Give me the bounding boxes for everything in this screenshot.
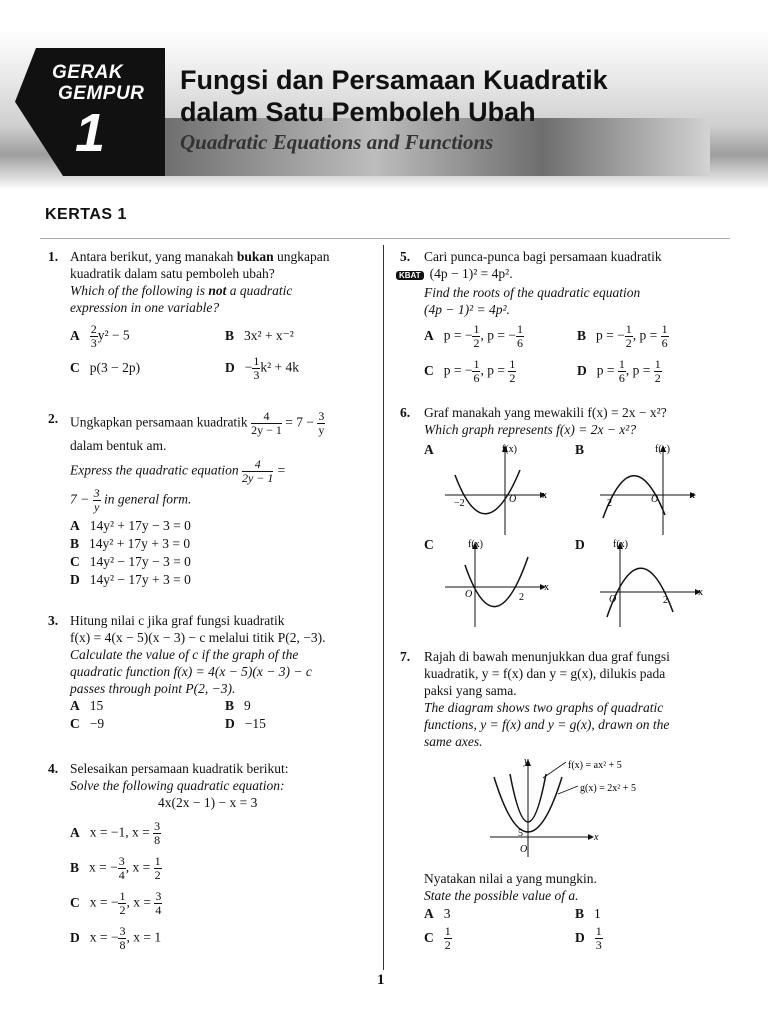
svg-text:f(x): f(x) (468, 539, 483, 550)
svg-text:2: 2 (519, 592, 524, 603)
q4-en-line1: Solve the following quadratic equation: (70, 778, 285, 793)
column-divider (383, 245, 384, 970)
chapter-title-line2: dalam Satu Pemboleh Ubah (180, 97, 536, 127)
q3-option-a[interactable]: A 15 (70, 698, 104, 713)
q2-ms-line2: dalam bentuk am. (70, 438, 167, 453)
q7-ms-line3: paksi yang sama. (424, 683, 517, 698)
q4-option-b[interactable]: B x = − $\frac{3}{4}$ , x = $\frac{1}{2}$ (70, 854, 161, 882)
q3-en-line3: passes through point P(2, −3). (70, 681, 236, 696)
svg-text:2: 2 (607, 498, 612, 509)
q7-label-f: f(x) = ax² + 5 (568, 760, 622, 771)
q7-option-b[interactable]: B 1 (575, 906, 601, 921)
q1-ms-line1: Antara berikut, yang manakah bukan ungkapan (70, 249, 330, 264)
q4-option-d[interactable]: D x = − $\frac{3}{8}$ , x = 1 (70, 924, 162, 952)
question-5: 5. Cari punca-punca bagi persamaan kuadratik KBAT (4p − 1)² = 4p². Find the roots of the quadratic equation (4p − 1)² = 4p². (400, 248, 725, 318)
chapter-title-line1: Fungsi dan Persamaan Kuadratik (180, 65, 608, 95)
q7-ms-line2: kuadratik, y = f(x) dan y = g(x), dilukis pada (424, 666, 666, 681)
question-6: 6. Graf manakah yang mewakili f(x) = 2x − x²? Which graph represents f(x) = 2x − x²? (400, 404, 725, 438)
q7-en-state: State the possible value of a. (424, 888, 579, 903)
chapter-subtitle: Quadratic Equations and Functions (180, 130, 494, 154)
q7-ask (424, 870, 597, 904)
q4-option-c[interactable]: C x = − $\frac{1}{2}$ , x = $\frac{3}{4}$ (70, 889, 162, 917)
svg-text:−2: −2 (454, 498, 465, 509)
q6-option-c-label[interactable]: C (424, 537, 434, 552)
q5-option-c[interactable]: C p = − $\frac{1}{6}$ , p = $\frac{1}{2}$ (424, 357, 516, 385)
q2-option-a[interactable]: A 14y² + 17y − 3 = 0 (70, 518, 191, 533)
kbat-badge: KBAT (396, 271, 424, 280)
badge-line2: GEMPUR (58, 83, 145, 104)
q2-option-c[interactable]: C 14y² − 17y − 3 = 0 (70, 554, 191, 569)
q6-option-a-label[interactable]: A (424, 442, 434, 457)
svg-text:x: x (544, 582, 549, 593)
q1-en-line2: expression in one variable? (70, 300, 220, 315)
q2-en-line1: Express the quadratic equation $\frac{4}{2y - 1}$ = (70, 457, 286, 485)
q5-option-a[interactable]: A p = − $\frac{1}{2}$ , p = − $\frac{1}{6}$ (424, 322, 523, 350)
svg-text:O: O (651, 494, 659, 505)
q1-option-b[interactable]: B 3x² + x⁻² (225, 328, 294, 343)
q6-graph-c[interactable] (440, 537, 555, 632)
q4-ms-line1: Selesaikan persamaan kuadratik berikut: (70, 761, 289, 776)
q5-en-line1: Find the roots of the quadratic equation (424, 285, 641, 300)
q4-option-a[interactable]: A x = −1, x = $\frac{3}{8}$ (70, 819, 161, 847)
svg-text:5: 5 (518, 828, 523, 839)
q7-en-line1: The diagram shows two graphs of quadratic (424, 700, 664, 715)
svg-text:y: y (524, 756, 529, 767)
q3-ms-line1: Hitung nilai c jika graf fungsi kuadratik (70, 613, 285, 628)
q6-en-line1: Which graph represents f(x) = 2x − x²? (424, 422, 637, 437)
q6-option-d-label[interactable]: D (575, 537, 585, 552)
page-number: 1 (377, 972, 385, 988)
q6-graph-b[interactable] (595, 440, 710, 540)
question-1 (48, 248, 373, 316)
q6-graph-d[interactable] (595, 537, 710, 632)
q7-option-a[interactable]: A 3 (424, 906, 451, 921)
badge-number: 1 (75, 103, 106, 163)
q7-diagram (480, 752, 695, 864)
question-4: 4. Selesaikan persamaan kuadratik berikut: Solve the following quadratic equation: 4x(2x − 1) − x = 3 (48, 760, 373, 811)
question-3: 3. Hitung nilai c jika graf fungsi kuadratik f(x) = 4(x − 5)(x − 3) − c melalui titik P(2, −3). Calculate the value of c if the graph of the quadratic function f(x) = 4(x − 5)(x − 3) − c passes through point P(2, −3). (48, 612, 373, 697)
q5-ms-line2: KBAT (4p − 1)² = 4p². (424, 265, 725, 284)
svg-text:O: O (465, 589, 473, 600)
q1-ms-line2: kuadratik dalam satu pemboleh ubah? (70, 266, 275, 281)
q3-option-b[interactable]: B 9 (225, 698, 251, 713)
q3-option-c[interactable]: C −9 (70, 716, 105, 731)
q7-ms-line1: Rajah di bawah menunjukkan dua graf fungsi (424, 649, 670, 664)
svg-text:O: O (520, 844, 528, 855)
q7-option-c[interactable]: C $\frac{1}{2}$ (424, 924, 451, 952)
q1-en-line1: Which of the following is not a quadratic (70, 283, 293, 298)
svg-text:x: x (542, 490, 547, 501)
q2-option-b[interactable]: B 14y² + 17y + 3 = 0 (70, 536, 191, 551)
q3-ms-line2: f(x) = 4(x − 5)(x − 3) − c melalui titik P(2, −3). (70, 630, 326, 645)
badge-line1: GERAK (52, 62, 124, 83)
section-label: KERTAS 1 (45, 206, 127, 223)
svg-text:x: x (698, 587, 703, 598)
svg-text:x: x (690, 490, 695, 501)
q7-en-line2: functions, y = f(x) and y = g(x), drawn on the (424, 717, 670, 732)
q1-option-d[interactable]: D − $\frac{1}{3}$ k² + 4k (225, 354, 300, 382)
q3-option-d[interactable]: D −15 (225, 716, 266, 731)
svg-text:O: O (509, 494, 517, 505)
q6-graph-a[interactable] (440, 440, 555, 540)
q2-ms-line1: Ungkapkan persamaan kuadratik $\frac{4}{2y - 1}$ = 7 − $\frac{3}{y}$ (70, 409, 325, 437)
q7-en-line3: same axes. (424, 734, 483, 749)
q6-option-b-label[interactable]: B (575, 442, 585, 457)
section-rule (40, 238, 730, 239)
q5-option-d[interactable]: D p = $\frac{1}{6}$ , p = $\frac{1}{2}$ (577, 357, 661, 385)
question-2: 2. Ungkapkan persamaan kuadratik $\frac{4}{2y - 1}$ = 7 − $\frac{3}{y}$ dalam bentuk am. Express the quadratic equation $\frac{4}{2y - 1}$ = 7 − $\frac{3}{y}$ in general form. (48, 410, 373, 514)
q1-option-a[interactable]: A $\frac{2}{3}$ y² − 5 (70, 322, 130, 350)
q2-option-d[interactable]: D 14y² − 17y + 3 = 0 (70, 572, 191, 587)
q5-en-line2: (4p − 1)² = 4p². (424, 302, 510, 317)
svg-text:x: x (594, 832, 599, 843)
question-7: 7. Rajah di bawah menunjukkan dua graf fungsi kuadratik, y = f(x) dan y = g(x), dilukis pada paksi yang sama. The diagram shows two graphs of quadratic functions, y = f(x) and y = g(x), drawn on the same axes. (400, 648, 725, 750)
svg-text:O: O (609, 594, 617, 605)
q5-option-b[interactable]: B p = − $\frac{1}{2}$ , p = $\frac{1}{6}$ (577, 322, 668, 350)
svg-text:f(x): f(x) (655, 444, 670, 455)
q7-option-d[interactable]: D $\frac{1}{3}$ (575, 924, 602, 952)
q4-equation: 4x(2x − 1) − x = 3 (158, 795, 258, 810)
q3-en-line2: quadratic function f(x) = 4(x − 5)(x − 3) − c (70, 664, 312, 679)
q6-ms-line1: Graf manakah yang mewakili f(x) = 2x − x²? (424, 405, 667, 420)
q7-ms-state: Nyatakan nilai a yang mungkin. (424, 871, 597, 886)
q7-label-g: g(x) = 2x² + 5 (580, 783, 636, 794)
q1-option-c[interactable]: C p(3 − 2p) (70, 360, 141, 375)
svg-text:f(x): f(x) (502, 444, 517, 455)
svg-text:f(x): f(x) (613, 539, 628, 550)
svg-text:2: 2 (663, 595, 668, 606)
q3-en-line1: Calculate the value of c if the graph of the (70, 647, 299, 662)
q1-number: 1. (48, 249, 59, 264)
q5-ms-line1: Cari punca-punca bagi persamaan kuadratik (424, 249, 662, 264)
q2-en-line2: 7 − $\frac{3}{y}$ in general form. (70, 486, 192, 514)
